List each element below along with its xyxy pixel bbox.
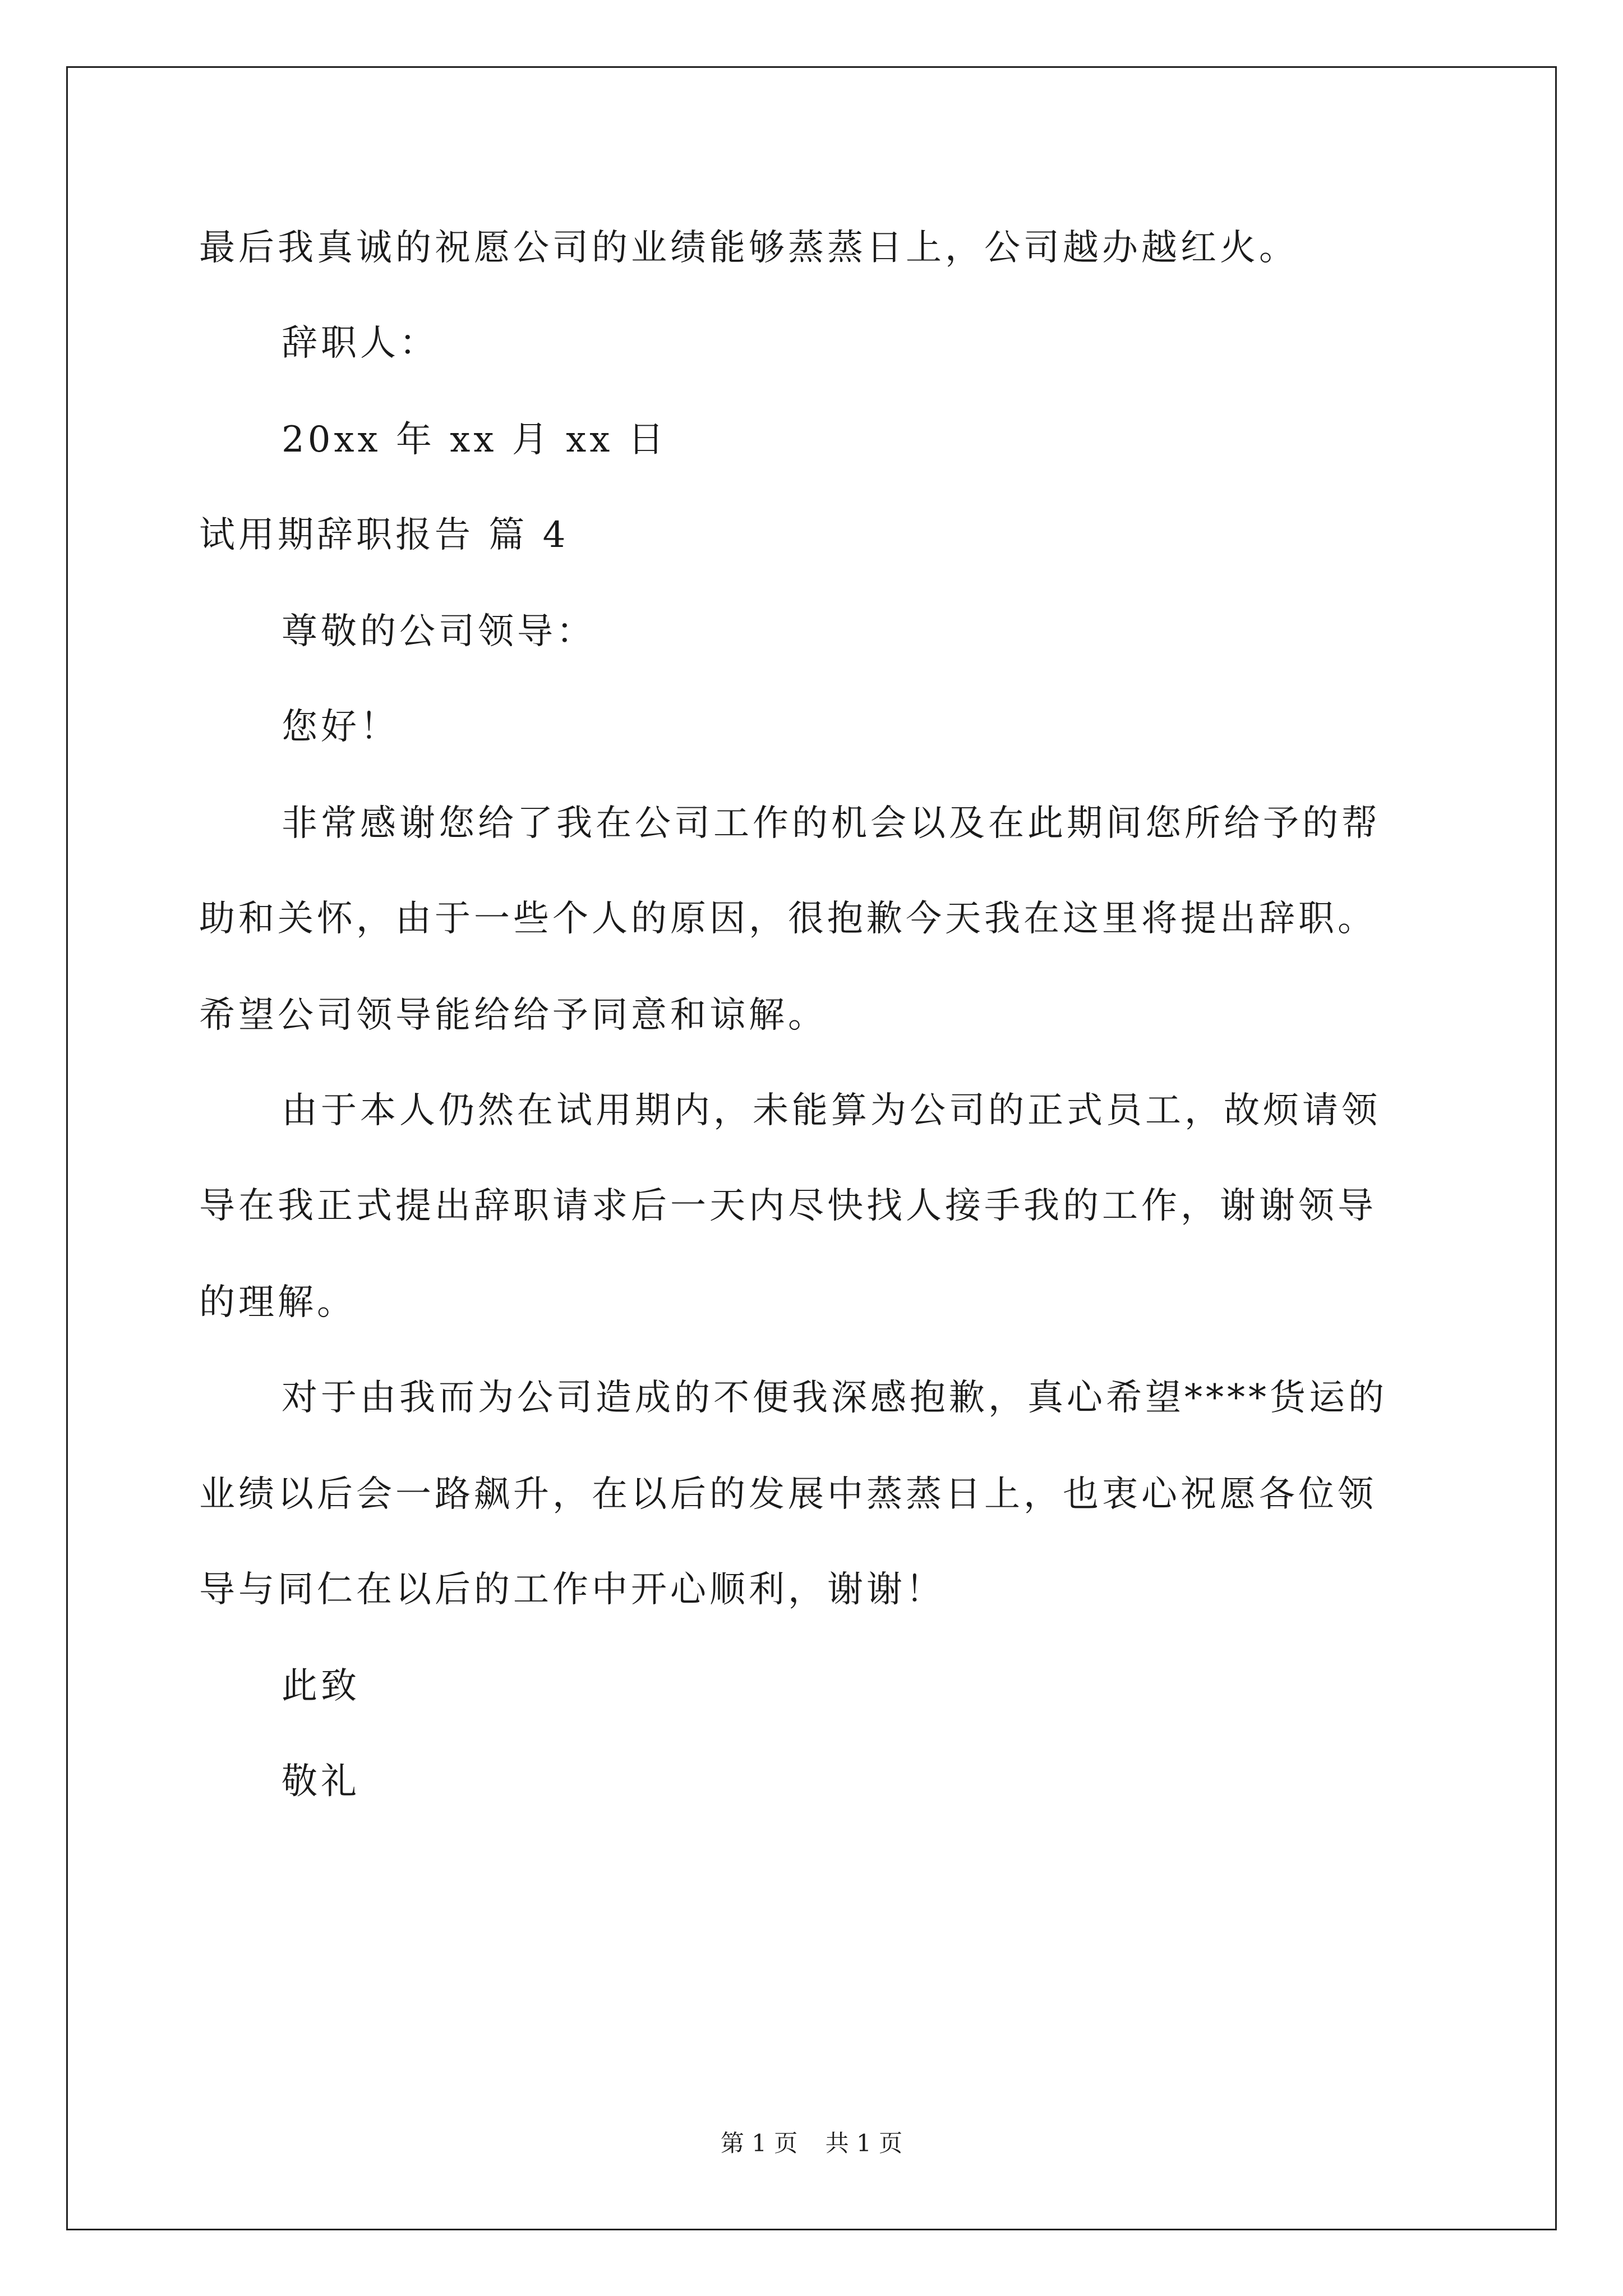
closing-wish-line: 最后我真诚的祝愿公司的业绩能够蒸蒸日上，公司越办越红火。 xyxy=(199,227,1298,269)
paragraph-2-line-1: 由于本人仍然在试用期内，未能算为公司的正式员工，故烦请领 xyxy=(282,1090,1381,1131)
paragraph-1-line-1: 非常感谢您给了我在公司工作的机会以及在此期间您所给予的帮 xyxy=(282,803,1381,844)
paragraph-3-line-2: 业绩以后会一路飙升，在以后的发展中蒸蒸日上，也衷心祝愿各位领 xyxy=(199,1474,1377,1515)
paragraph-3-line-1: 对于由我而为公司造成的不便我深感抱歉，真心希望****货运的 xyxy=(282,1377,1387,1419)
closing-cizhi: 此致 xyxy=(282,1665,360,1707)
page-number: 第 1 页 xyxy=(720,2129,798,2157)
section-title: 试用期辞职报告 篇 4 xyxy=(199,514,569,556)
page-border xyxy=(66,66,1557,2230)
greeting: 您好！ xyxy=(282,706,399,748)
paragraph-1-line-3: 希望公司领导能给给予同意和谅解。 xyxy=(199,995,827,1036)
resigner-label: 辞职人： xyxy=(282,323,439,364)
paragraph-3-line-3: 导与同仁在以后的工作中开心顺利，谢谢！ xyxy=(199,1569,945,1611)
paragraph-2-line-2: 导在我正式提出辞职请求后一天内尽快找人接手我的工作，谢谢领导 xyxy=(199,1185,1377,1227)
date-line: 20xx 年 xx 月 xx 日 xyxy=(282,419,667,461)
page-footer xyxy=(0,2129,1623,2157)
closing-jingli: 敬礼 xyxy=(282,1761,360,1802)
paragraph-1-line-2: 助和关怀，由于一些个人的原因，很抱歉今天我在这里将提出辞职。 xyxy=(199,898,1377,940)
page-total: 共 1 页 xyxy=(825,2129,903,2157)
paragraph-2-line-3: 的理解。 xyxy=(199,1282,356,1323)
salutation: 尊敬的公司领导： xyxy=(282,611,596,652)
